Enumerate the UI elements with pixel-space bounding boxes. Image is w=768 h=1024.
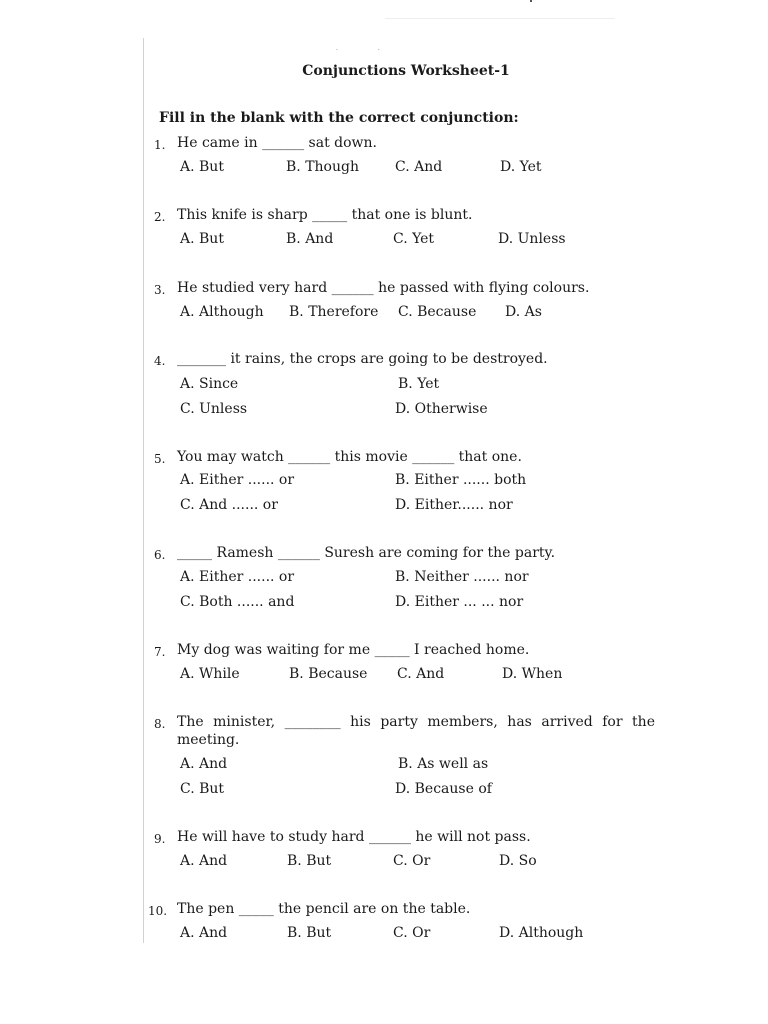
answer-option: B. Therefore — [289, 304, 379, 320]
answer-option: D. As — [505, 304, 542, 320]
answer-option: C. And — [395, 159, 443, 175]
answer-option: C. Unless — [180, 401, 248, 417]
answer-option: C. And — [397, 666, 445, 682]
question-text: He came in ______ sat down. — [177, 135, 377, 151]
answer-option: B. But — [287, 853, 332, 869]
answer-option: C. Or — [393, 853, 431, 869]
answer-option: A. Either ...... or — [180, 569, 295, 585]
answer-option: C. Both ...... and — [180, 594, 295, 610]
question-number: 7. — [154, 645, 166, 659]
question-text: He studied very hard ______ he passed with flying colours. — [177, 280, 590, 296]
question-text: _____ Ramesh ______ Suresh are coming for the party. — [177, 545, 556, 561]
answer-option: C. And ...... or — [180, 497, 278, 513]
answer-option: D. Although — [499, 925, 584, 941]
question-number: 2. — [154, 210, 166, 224]
answer-option: A. But — [180, 231, 224, 247]
answer-option: D. Yet — [500, 159, 542, 175]
answer-option: A. And — [180, 853, 228, 869]
answer-option: B. And — [286, 231, 334, 247]
question-number: 8. — [154, 717, 166, 731]
top-faint-line — [385, 18, 615, 19]
question-text: You may watch ______ this movie ______ that one. — [177, 449, 522, 465]
title-specks: ·· — [336, 47, 420, 54]
answer-option: B. As well as — [398, 756, 489, 772]
question-number: 9. — [154, 832, 166, 846]
answer-option: D. Either ... ... nor — [395, 594, 524, 610]
page-left-edge — [143, 38, 144, 943]
answer-option: B. But — [287, 925, 332, 941]
answer-option: D. So — [499, 853, 537, 869]
answer-option: D. When — [502, 666, 563, 682]
answer-option: B. Yet — [398, 376, 440, 392]
answer-option: A. Since — [180, 376, 239, 392]
question-number: 5. — [154, 452, 166, 466]
question-text: My dog was waiting for me _____ I reached home. — [177, 642, 530, 658]
top-mark — [530, 0, 532, 2]
answer-option: B. Either ...... both — [395, 472, 527, 488]
answer-option: C. Because — [398, 304, 477, 320]
answer-option: A. While — [180, 666, 240, 682]
question-text: The minister, ________ his party members, has arrived for the meeting. — [177, 714, 655, 748]
worksheet-instruction: Fill in the blank with the correct conjunction: — [159, 110, 519, 126]
answer-option: C. Yet — [393, 231, 435, 247]
question-number: 1. — [154, 138, 166, 152]
answer-option: A. And — [180, 756, 228, 772]
question-number: 10. — [148, 904, 168, 918]
answer-option: A. Either ...... or — [180, 472, 295, 488]
answer-option: C. Or — [393, 925, 431, 941]
answer-option: B. Because — [289, 666, 368, 682]
question-text: The pen _____ the pencil are on the table. — [177, 901, 471, 917]
answer-option: D. Because of — [395, 781, 492, 797]
question-text: This knife is sharp _____ that one is blunt. — [177, 207, 473, 223]
answer-option: A. Although — [180, 304, 264, 320]
answer-option: A. And — [180, 925, 228, 941]
question-text: _______ it rains, the crops are going to be destroyed. — [177, 351, 548, 367]
answer-option: A. But — [180, 159, 224, 175]
question-number: 4. — [154, 354, 166, 368]
answer-option: D. Otherwise — [395, 401, 488, 417]
answer-option: B. Neither ...... nor — [395, 569, 529, 585]
answer-option: D. Either...... nor — [395, 497, 513, 513]
question-number: 3. — [154, 283, 166, 297]
answer-option: B. Though — [286, 159, 359, 175]
question-number: 6. — [154, 548, 166, 562]
worksheet-title: Conjunctions Worksheet-1 — [302, 63, 510, 79]
question-text: He will have to study hard ______ he will not pass. — [177, 829, 531, 845]
answer-option: D. Unless — [498, 231, 566, 247]
answer-option: C. But — [180, 781, 225, 797]
